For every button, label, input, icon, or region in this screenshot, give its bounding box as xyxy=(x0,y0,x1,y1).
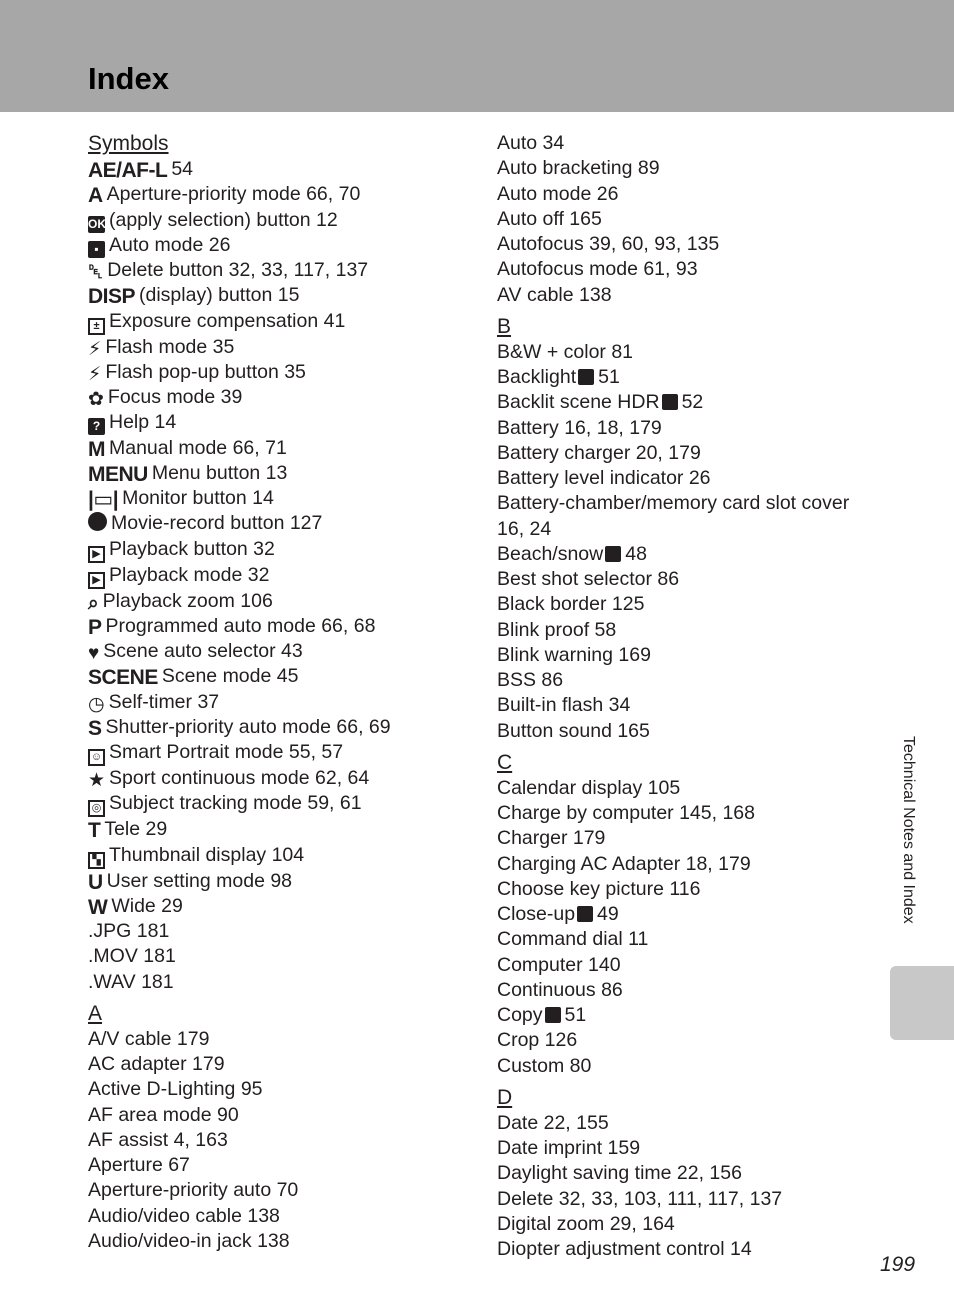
entry-text: Scene auto selector 43 xyxy=(103,640,303,662)
shutter-priority-icon: S xyxy=(88,716,102,740)
entry-text: Programmed auto mode 66, 68 xyxy=(105,614,376,637)
entry-text: Button sound 165 xyxy=(497,719,650,742)
entry-text: Subject tracking mode 59, 61 xyxy=(109,792,362,815)
entry-text: Monitor button 14 xyxy=(122,487,274,509)
entry-text: Smart Portrait mode 55, 57 xyxy=(109,741,344,763)
entry-text: Built-in flash 34 xyxy=(497,694,631,717)
index-entry xyxy=(88,614,478,639)
entry-text: Battery charger 20, 179 xyxy=(497,441,701,464)
entry-text: Continuous 86 xyxy=(497,978,623,1001)
index-entry xyxy=(497,776,877,801)
index-entry xyxy=(88,664,478,689)
smart-portrait-icon: ☺ xyxy=(88,749,105,766)
index-entry: Audio/video-in jack 138 xyxy=(88,1229,290,1252)
entry-text: Custom 80 xyxy=(497,1054,592,1077)
index-entry: Auto mode 26 xyxy=(497,182,619,205)
index-entry: Auto bracketing 89 xyxy=(497,157,660,180)
entry-text: Best shot selector 86 xyxy=(497,568,680,590)
entry-page: 52 xyxy=(681,391,704,414)
entry-text: Shutter-priority auto mode 66, 69 xyxy=(105,715,391,738)
entry-text: (display) button 15 xyxy=(139,284,300,307)
index-entry xyxy=(497,416,877,441)
exposure-compensation-icon: ± xyxy=(88,318,105,335)
index-entry xyxy=(88,309,478,335)
manual-mode-icon: M xyxy=(88,437,105,461)
entry-text: Scene mode 45 xyxy=(161,665,299,688)
index-entry xyxy=(88,486,478,511)
index-entry xyxy=(497,618,877,643)
entry-text: Delete button 32, 33, 117, 137 xyxy=(107,259,369,281)
index-entry xyxy=(497,877,877,902)
section-heading-a: A xyxy=(88,1001,103,1025)
index-entry xyxy=(497,693,877,718)
copy-icon xyxy=(545,1007,561,1023)
index-entry: Date imprint 159 xyxy=(497,1137,641,1159)
entry-text: Auto mode 26 xyxy=(109,233,231,256)
index-entry xyxy=(88,461,478,486)
index-entry xyxy=(497,1028,877,1053)
entry-text: User setting mode 98 xyxy=(106,869,293,892)
entry-text: Battery level indicator 26 xyxy=(497,467,711,489)
user-setting-icon: U xyxy=(88,870,103,894)
entry-text: Menu button 13 xyxy=(151,461,288,484)
aperture-priority-mode-icon: A xyxy=(88,184,103,208)
entry-text: 54 xyxy=(171,158,194,180)
entry-text: Tele 29 xyxy=(104,818,168,841)
zoom-icon: ⌕ xyxy=(88,592,99,614)
index-entry xyxy=(497,466,877,491)
wide-icon: W xyxy=(88,895,108,919)
index-entry xyxy=(88,715,478,740)
backlit-hdr-icon xyxy=(662,394,678,410)
index-entry xyxy=(497,491,877,542)
index-entry: Autofocus 39, 60, 93, 135 xyxy=(497,233,720,255)
entry-text: Playback button 32 xyxy=(109,537,275,560)
index-entry: Auto off 165 xyxy=(497,207,602,230)
entry-text: Battery 16, 18, 179 xyxy=(497,416,662,439)
entry-text: Focus mode 39 xyxy=(107,386,243,408)
index-entry: Date 22, 155 xyxy=(497,1111,609,1134)
page-header xyxy=(0,0,954,112)
index-entry xyxy=(497,592,877,617)
index-entry xyxy=(88,537,478,563)
close-up-icon xyxy=(577,906,593,922)
ae-af-lock-icon: AE/AF-L xyxy=(88,159,168,182)
index-entry xyxy=(497,441,877,466)
backlight-icon xyxy=(578,369,594,385)
section-heading-symbols: Symbols xyxy=(88,132,169,155)
entry-text: Charging AC Adapter 18, 179 xyxy=(497,852,751,875)
extension-entry-list xyxy=(88,919,478,995)
entry-text: Sport continuous mode 62, 64 xyxy=(109,767,370,789)
index-entry xyxy=(88,563,478,589)
index-entry xyxy=(497,927,877,952)
entry-text: Playback mode 32 xyxy=(109,563,270,586)
index-entry xyxy=(88,208,478,233)
index-entry xyxy=(497,953,877,978)
index-entry xyxy=(497,365,877,390)
index-entry xyxy=(497,390,877,415)
index-right-column xyxy=(497,131,877,1262)
section-thumb-tab xyxy=(890,966,954,1040)
index-entry: .WAV 181 xyxy=(88,970,174,993)
entry-text: Backlit scene HDR xyxy=(497,391,660,414)
index-entry xyxy=(88,894,478,919)
ok-button-icon: OK xyxy=(88,216,106,231)
entry-text: Movie-record button 127 xyxy=(111,512,323,535)
index-entry: Daylight saving time 22, 156 xyxy=(497,1162,742,1185)
thumbnail-icon: ▚ xyxy=(88,852,105,869)
index-entry: Aperture 67 xyxy=(88,1154,190,1176)
entry-text: Flash pop-up button 35 xyxy=(105,360,306,383)
entry-text: Aperture-priority mode 66, 70 xyxy=(106,183,361,206)
entry-text: Exposure compensation 41 xyxy=(109,309,346,332)
index-entry xyxy=(88,360,478,385)
index-entry xyxy=(88,233,478,258)
index-entry xyxy=(497,542,877,567)
c-entry-list xyxy=(497,776,877,1079)
index-entry xyxy=(497,826,877,851)
section-heading-b: B xyxy=(497,314,512,338)
index-entry xyxy=(88,766,478,791)
index-entry: Auto 34 xyxy=(497,132,565,154)
index-entry xyxy=(497,340,877,365)
entry-text: Computer 140 xyxy=(497,953,621,976)
index-entry xyxy=(88,511,478,536)
a-continued-entry-list xyxy=(497,131,877,308)
scene-auto-selector-icon: ♥ xyxy=(88,643,100,664)
index-entry: Digital zoom 29, 164 xyxy=(497,1212,675,1235)
programmed-auto-icon: P xyxy=(88,615,102,639)
menu-icon: MENU xyxy=(88,462,148,486)
entry-page: 49 xyxy=(597,903,619,925)
index-entry: .MOV 181 xyxy=(88,945,176,968)
index-entry: Autofocus mode 61, 93 xyxy=(497,258,698,281)
entry-text: Blink proof 58 xyxy=(497,618,617,641)
index-entry xyxy=(497,668,877,693)
index-left-column xyxy=(88,131,478,1254)
symbol-entry-list xyxy=(88,157,478,919)
entry-text: B&W + color 81 xyxy=(497,340,634,363)
section-side-label: Technical Notes and Index xyxy=(900,736,917,924)
tele-icon: T xyxy=(88,819,101,843)
entry-text: Playback zoom 106 xyxy=(102,589,273,612)
index-entry xyxy=(497,719,877,744)
entry-page: 51 xyxy=(564,1004,587,1026)
playback-icon: ▶ xyxy=(88,572,105,589)
entry-text: Close-up xyxy=(497,903,576,925)
entry-text: Flash mode 35 xyxy=(105,335,235,358)
index-entry: Delete 32, 33, 103, 111, 117, 137 xyxy=(497,1187,783,1210)
sport-continuous-icon: ★ xyxy=(88,770,106,791)
index-entry xyxy=(88,639,478,664)
entry-page: 48 xyxy=(625,542,647,565)
section-heading-c: C xyxy=(497,750,513,774)
entry-text: Battery-chamber/memory card slot cover 16, 24 xyxy=(497,492,850,540)
index-entry xyxy=(497,801,877,826)
scene-icon: SCENE xyxy=(88,666,158,690)
index-entry xyxy=(88,436,478,461)
entry-text: Charger 179 xyxy=(497,827,606,850)
entry-text: Blink warning 169 xyxy=(497,643,651,666)
help-icon: ? xyxy=(88,418,105,435)
index-entry: Active D-Lighting 95 xyxy=(88,1078,263,1101)
index-entry xyxy=(88,182,478,207)
index-entry: Audio/video cable 138 xyxy=(88,1204,280,1227)
index-entry xyxy=(497,567,877,592)
index-entry: AC adapter 179 xyxy=(88,1053,225,1075)
index-entry xyxy=(88,791,478,817)
index-entry xyxy=(88,869,478,894)
index-entry xyxy=(497,902,877,927)
index-entry xyxy=(88,385,478,410)
index-entry: A/V cable 179 xyxy=(88,1027,210,1050)
self-timer-icon: ◷ xyxy=(88,693,105,715)
entry-text: Crop 126 xyxy=(497,1029,578,1052)
entry-text: Help 14 xyxy=(109,411,177,434)
beach-snow-icon xyxy=(605,546,621,562)
index-entry xyxy=(88,335,478,360)
index-entry xyxy=(497,978,877,1003)
index-entry xyxy=(88,843,478,869)
index-entry xyxy=(88,740,478,766)
entry-text: Calendar display 105 xyxy=(497,776,681,799)
entry-text: Black border 125 xyxy=(497,593,645,616)
entry-text: Wide 29 xyxy=(111,894,183,917)
entry-page: 51 xyxy=(598,366,620,388)
b-entry-list xyxy=(497,340,877,744)
index-entry xyxy=(497,1054,877,1079)
index-entry: .JPG 181 xyxy=(88,920,170,942)
entry-text: Thumbnail display 104 xyxy=(109,843,305,866)
index-entry: Aperture-priority auto 70 xyxy=(88,1179,299,1202)
entry-text: Manual mode 66, 71 xyxy=(109,436,287,459)
index-entry xyxy=(497,852,877,877)
entry-text: Charge by computer 145, 168 xyxy=(497,802,755,824)
disp-icon: DISP xyxy=(88,285,136,309)
index-entry: AF area mode 90 xyxy=(88,1103,239,1126)
a-entry-list xyxy=(88,1027,478,1254)
page-title: Index xyxy=(88,61,169,96)
camera-icon: ▪ xyxy=(88,241,105,258)
section-heading-d: D xyxy=(497,1085,513,1109)
index-entry: AV cable 138 xyxy=(497,283,612,306)
index-entry: AF assist 4, 163 xyxy=(88,1128,228,1151)
entry-text: Command dial 11 xyxy=(497,928,649,951)
focus-mode-icon: ✿ xyxy=(88,389,104,410)
index-entry xyxy=(88,410,478,435)
index-entry: Diopter adjustment control 14 xyxy=(497,1238,752,1260)
index-entry xyxy=(88,589,478,614)
entry-text: Choose key picture 116 xyxy=(497,877,701,900)
page-number: 199 xyxy=(880,1253,916,1276)
index-entry xyxy=(88,258,478,283)
index-entry xyxy=(88,690,478,715)
subject-tracking-icon: ◎ xyxy=(88,800,105,817)
index-entry xyxy=(88,157,478,182)
index-entry xyxy=(88,817,478,842)
entry-text: BSS 86 xyxy=(497,669,564,691)
record-icon xyxy=(88,512,107,531)
flash-icon: ⚡ xyxy=(88,363,102,385)
entry-text: Self-timer 37 xyxy=(108,690,220,713)
entry-text: Backlight xyxy=(497,366,577,388)
index-entry xyxy=(497,1003,877,1028)
index-entry xyxy=(497,643,877,668)
entry-text: Beach/snow xyxy=(497,542,604,565)
index-entry xyxy=(88,283,478,308)
entry-text: Copy xyxy=(497,1004,543,1026)
playback-icon: ▶ xyxy=(88,546,105,563)
trash-icon: ␡ xyxy=(88,262,104,283)
monitor-icon: |▭| xyxy=(88,488,119,511)
flash-icon: ⚡ xyxy=(88,338,102,360)
entry-text: (apply selection) button 12 xyxy=(109,208,338,231)
d-entry-list xyxy=(497,1111,877,1263)
